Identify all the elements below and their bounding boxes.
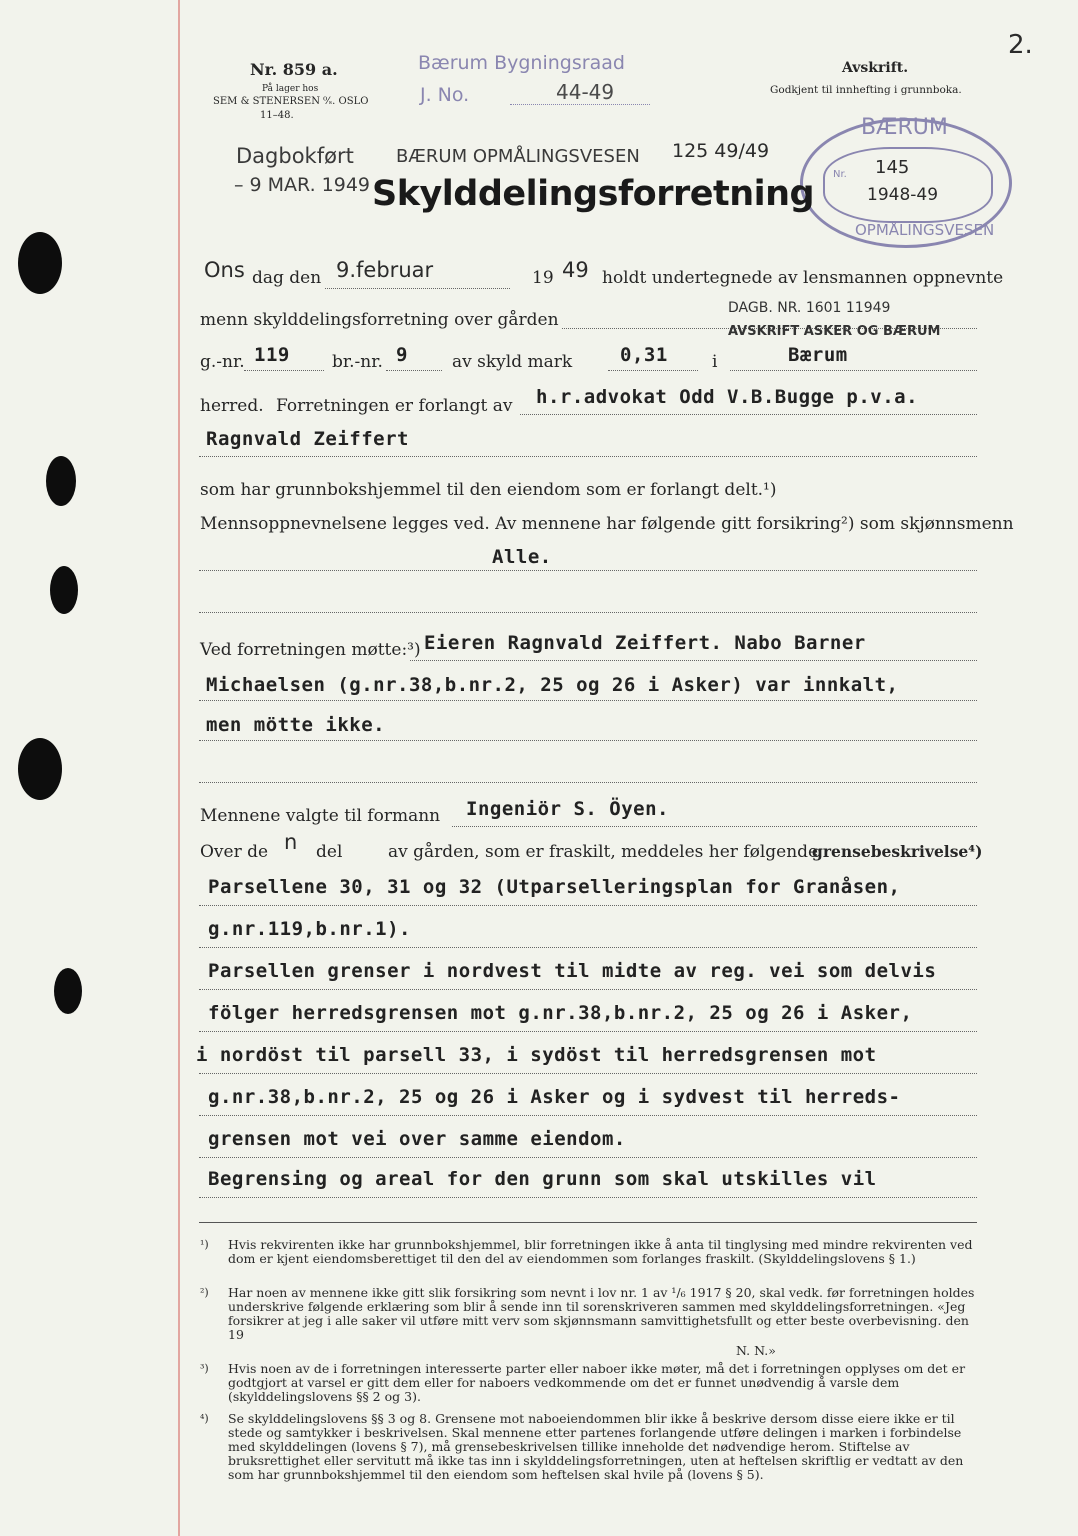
jno-line: [510, 104, 650, 105]
round-stamp: [800, 115, 1012, 248]
motte-line1: Eieren Ragnvald Zeiffert. Nabo Barner: [424, 632, 866, 654]
desc-line: Parsellene 30, 31 og 32 (Utparselleringsplan for Granåsen,: [208, 876, 901, 898]
weekday-hand: Ons: [204, 258, 245, 282]
forlangt-line: [520, 414, 977, 415]
desc-rule: [199, 1031, 977, 1032]
formann-label: Mennene valgte til formann: [200, 806, 441, 826]
avskrift-stamp: AVSKRIFT ASKER OG BÆRUM: [728, 324, 941, 339]
publisher-line: 11–48.: [260, 110, 294, 121]
motte-rule: [199, 740, 977, 741]
footnote-2: Har noen av mennene ikke gitt slik forsikring som nevnt i lov nr. 1 av ¹/₆ 1917 § 20, skal vedk. før forretningen holdes underskrive følgende erklæring som blir å sende inn til sorenskriveren sammen med skylddelingsforretningen. «Jeg forsikrer at jeg i alle saker vil utføre mitt verv som skjønnsmann samvittighetsfullt og etter beste overbevisning. den 19: [228, 1285, 975, 1342]
document-title: Skylddelingsforretning: [372, 174, 815, 214]
mennsopp-line: Mennsoppnevnelsene legges ved. Av mennene har følgende gitt forsikring²) som skjønnsmenn: [200, 514, 1014, 534]
formann-line: [452, 826, 977, 827]
dag-den-label: dag den: [252, 268, 322, 288]
footnote-separator: [199, 1222, 977, 1223]
round-stamp-top: BÆRUM: [861, 115, 948, 140]
year-hand: 49: [562, 258, 589, 282]
round-stamp-number: 145: [875, 157, 910, 178]
footnote-number: ³): [200, 1362, 209, 1375]
desc-rule: [199, 1197, 977, 1198]
grense-label: grensebeskrivelse⁴): [812, 842, 983, 861]
desc-line: fölger herredsgrensen mot g.nr.38,b.nr.2, 25 og 26 i Asker,: [208, 1002, 913, 1024]
brnr-value: 9: [396, 344, 408, 366]
date-line: [325, 288, 510, 289]
requester-line: [199, 456, 977, 457]
page-number: 2.: [1008, 30, 1033, 60]
desc-line: i nordöst til parsell 33, i sydöst til herredsgrensen mot: [196, 1044, 877, 1066]
punch-hole: [46, 456, 76, 506]
i-label: i: [712, 352, 718, 372]
punch-hole: [50, 566, 78, 614]
office-stamp: BÆRUM OPMÅLINGSVESEN: [396, 146, 640, 167]
motte-label: Ved forretningen møtte:³): [200, 640, 421, 660]
del-label: del: [316, 842, 343, 862]
herred-line: [730, 370, 977, 371]
footnote-3: Hvis noen av de i forretningen interesserte parter eller naboer ikke møter, må det i forretningen opplyses om det er godtgjort at varsel er gitt dem eller for naboers vedkommende om det er funnet unødvendig å varsle dem (skylddelingslovens §§ 2 og 3).: [228, 1361, 966, 1404]
formann-value: Ingeniör S. Öyen.: [466, 798, 669, 820]
herred-label: herred.: [200, 396, 264, 416]
forlangt-label: Forretningen er forlangt av: [276, 396, 513, 416]
desc-line: g.nr.119,b.nr.1).: [208, 918, 411, 940]
herred-value: Bærum: [788, 344, 848, 366]
desc-line: grensen mot vei over samme eiendom.: [208, 1128, 626, 1150]
desc-line: g.nr.38,b.nr.2, 25 og 26 i Asker og i sydvest til herreds-: [208, 1086, 901, 1108]
motte-line: [410, 660, 977, 661]
jno-label: [420, 84, 469, 106]
gnr-label: g.-nr.: [200, 352, 245, 372]
brnr-line: [386, 370, 442, 371]
footnote-4: Se skylddelingslovens §§ 3 og 8. Grensene mot naboeiendommen blir ikke å beskrive dersom disse eiere ikke er til stede og samtykker i beskrivelsen. Skal mennene etter partenes forlangende utføre delingen i marken i forbindelse med skylddelingen (lovens § 7), må grensebeskrivelsen tillike inneholde det nødvendige herom. Stiftelse av bruksrettighet eller servitutt må ikke tas inn i skylddelingsforretningen, uten at heftelsen skriftlig er vedtatt av den som har grunnbokshjemmel til den eiendom som heftelsen skal hvile på (lovens § 5).: [228, 1411, 964, 1482]
dagbok-date: – 9 MAR. 1949: [234, 174, 371, 196]
avskrift-title: Avskrift.: [842, 60, 909, 76]
over-de-label: Over de: [200, 842, 269, 862]
requester-line2: Ragnvald Zeiffert: [206, 428, 409, 450]
jno-value: 44-49: [556, 80, 615, 104]
desc-rule: [199, 1073, 977, 1074]
skyld-value: 0,31: [620, 344, 668, 366]
punch-hole: [18, 738, 62, 800]
line1-rest: holdt undertegnede av lensmannen oppnevnte: [602, 268, 1004, 288]
form-number: Nr. 859 a.: [250, 60, 338, 79]
desc-rule: [199, 1157, 977, 1158]
desc-rule: [199, 947, 977, 948]
footnote-number: ⁴): [200, 1412, 209, 1425]
motte-line3: men mötte ikke.: [206, 714, 386, 736]
year-prefix: 19: [532, 268, 554, 288]
desc-rule: [199, 1115, 977, 1116]
date-hand: 9.februar: [336, 258, 434, 282]
skyld-label: av skyld mark: [452, 352, 573, 372]
grunnbok-line: som har grunnbokshjemmel til den eiendom som er forlangt delt.¹): [200, 480, 777, 500]
desc-line: Parsellen grenser i nordvest til midte av reg. vei som delvis: [208, 960, 937, 982]
over-rest: av gården, som er fraskilt, meddeles her følgende: [388, 842, 819, 862]
bygningsraad-stamp: Bærum Bygningsraad: [418, 52, 625, 74]
gnr-line: [244, 370, 324, 371]
punch-hole: [54, 968, 82, 1014]
gnr-value: 119: [254, 344, 290, 366]
brnr-label: br.-nr.: [332, 352, 383, 372]
round-stamp-bottom: OPMÅLINGSVESEN: [855, 221, 995, 239]
alle-value: Alle.: [492, 546, 552, 568]
punch-hole: [18, 232, 62, 294]
blank-line: [199, 612, 977, 613]
desc-line: Begrensing og areal for den grunn som skal utskilles vil: [208, 1168, 877, 1190]
footnote-number: ²): [200, 1286, 209, 1299]
motte-line2: Michaelsen (g.nr.38,b.nr.2, 25 og 26 i Asker) var innkalt,: [206, 674, 899, 696]
forsikring-line: [199, 570, 977, 571]
desc-rule: [199, 905, 977, 906]
round-stamp-year: 1948-49: [867, 185, 939, 205]
publisher-line: På lager hos: [262, 84, 319, 94]
round-stamp-prefix: Nr.: [833, 169, 847, 180]
footnote-2-nn: N. N.»: [736, 1343, 776, 1358]
jno-label-text: J. No.: [420, 84, 470, 106]
margin-line: [178, 0, 180, 1536]
dagbok-label: Dagbokført: [236, 144, 354, 168]
del-hand: n: [284, 830, 298, 854]
requester-line1: h.r.advokat Odd V.B.Bugge p.v.a.: [536, 386, 919, 408]
skyld-line: [608, 370, 698, 371]
office-ref: 125 49/49: [672, 140, 770, 162]
gard-label: menn skylddelingsforretning over gården: [200, 310, 559, 330]
publisher-line: SEM & STENERSEN ⁰⁄ₛ. OSLO: [213, 96, 369, 107]
footnote-1: Hvis rekvirenten ikke har grunnbokshjemmel, blir forretningen ikke å anta til tinglysing med mindre rekvirenten ved dom er kjent eiendomsberettiget til den del av eiendommen som forlanges fraskilt. (Skylddelingslovens § 1.): [228, 1237, 973, 1266]
avskrift-subtitle: Godkjent til innhefting i grunnboka.: [770, 84, 962, 96]
motte-rule: [199, 700, 977, 701]
dagb-stamp: DAGB. NR. 1601 11949: [728, 300, 891, 316]
blank-line: [199, 782, 977, 783]
footnote-number: ¹): [200, 1238, 209, 1251]
desc-rule: [199, 989, 977, 990]
